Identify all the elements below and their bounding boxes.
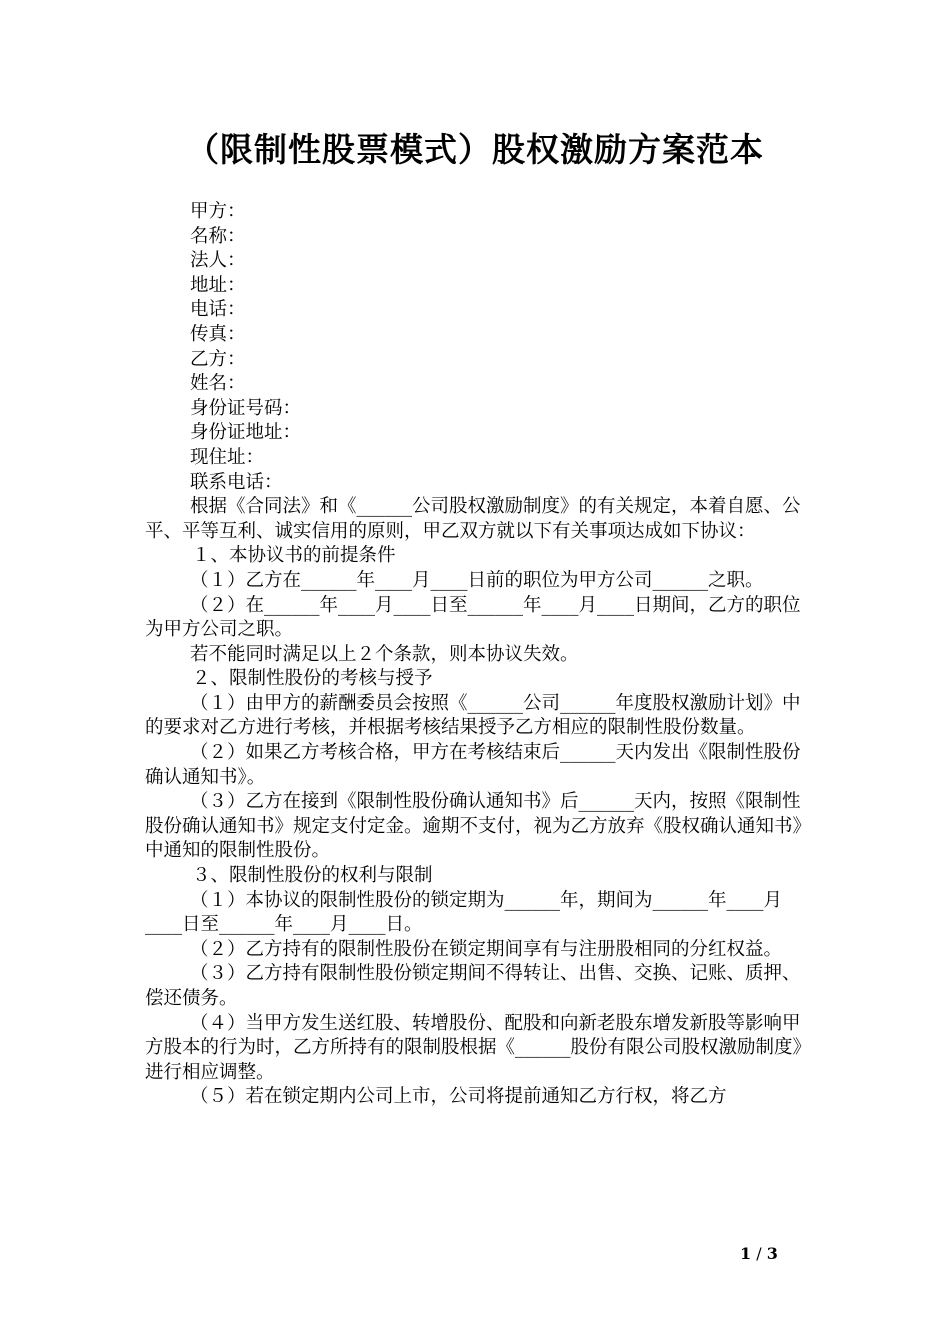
document-title: （限制性股票模式）股权激励方案范本 [186, 130, 764, 169]
clause-3-5: （５）若在锁定期内公司上市，公司将提前通知乙方行权，将乙方 [190, 1086, 727, 1108]
id-address-label: 身份证地址： [190, 422, 302, 444]
fax-label: 传真： [190, 323, 246, 345]
clause-1-note: 若不能同时满足以上２个条款，则本协议失效。 [190, 643, 579, 665]
preamble-paragraph: 根据《合同法》和《______公司股权激励制度》的有关规定，本着自愿、公平、平等互利、诚实信用的原则，甲乙双方就以下有关事项达成如下协议： [145, 496, 801, 542]
section-2-heading: ２、限制性股份的考核与授予 [192, 668, 433, 690]
clause-3-3: （３）乙方持有限制性股份锁定期间不得转让、出售、交换、记账、质押、偿还债务。 [145, 963, 801, 1009]
clause-3-1: （１）本协议的限制性股份的锁定期为______年，期间为______年____月____日至______年____月____日。 [145, 889, 783, 936]
phone-label: 电话： [190, 299, 246, 321]
clause-2-2: （２）如果乙方考核合格，甲方在考核结束后______天内发出《限制性股份确认通知书》。 [145, 742, 801, 788]
total-pages: 3 [766, 1244, 778, 1263]
legal-rep-label: 法人： [190, 250, 246, 272]
clause-3-4: （４）当甲方发生送红股、转增股份、配股和向新老股东增发新股等影响甲方股本的行为时，乙方所持有的限制股根据《______股份有限公司股权激励制度》进行相应调整。 [145, 1012, 802, 1083]
section-1-heading: １、本协议书的前提条件 [192, 545, 396, 567]
contact-phone-label: 联系电话： [190, 471, 283, 493]
address-label: 地址： [190, 274, 246, 296]
clause-1-2: （２）在______年____月____日至______年____月____日期间，乙方的职位为甲方公司之职。 [145, 594, 801, 641]
party-a-label: 甲方： [190, 201, 246, 222]
clause-3-2: （２）乙方持有的限制性股份在锁定期间享有与注册股相同的分红权益。 [190, 938, 783, 960]
name-label: 名称： [190, 225, 246, 247]
section-3-heading: ３、限制性股份的权利与限制 [192, 865, 433, 887]
clause-2-3: （３）乙方在接到《限制性股份确认通知书》后______天内，按照《限制性股份确认通知书》规定支付定金。逾期不支付，视为乙方放弃《股权确认通知书》中通知的限制性股份。 [145, 791, 802, 862]
current-page: 1 [740, 1244, 752, 1263]
person-name-label: 姓名： [190, 373, 246, 395]
clause-2-1: （１）由甲方的薪酬委员会按照《______公司______年度股权激励计划》中的要求对乙方进行考核，并根据考核结果授予乙方相应的限制性股份数量。 [145, 692, 801, 739]
page-number [740, 1244, 800, 1263]
page-separator: / [751, 1244, 767, 1263]
current-address-label: 现住址： [190, 446, 265, 468]
id-number-label: 身份证号码： [190, 397, 302, 419]
party-b-label: 乙方： [190, 348, 246, 370]
clause-1-1: （１）乙方在______年____月____日前的职位为甲方公司______之职。 [190, 569, 764, 591]
document-body [145, 200, 807, 1110]
